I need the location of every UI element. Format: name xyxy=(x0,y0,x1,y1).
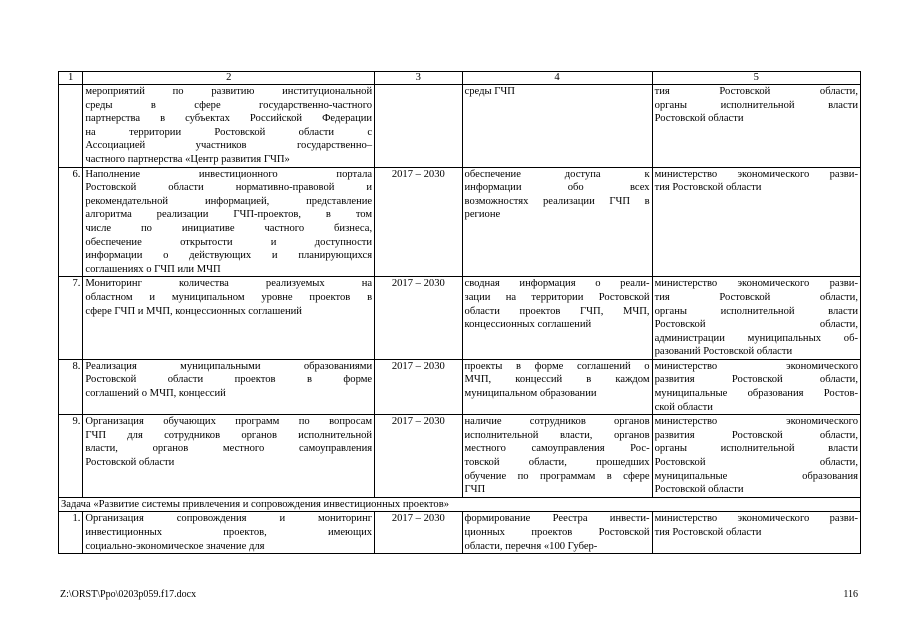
measure-text xyxy=(83,359,375,414)
measure-text-line: мероприятий по развитию институциональной xyxy=(85,86,373,97)
measure-text-line: Ростовской области xyxy=(85,457,175,469)
result-text-line: МЧП, концессий в каждом xyxy=(464,374,650,386)
result-text-line: муниципальном образовании xyxy=(464,388,597,400)
responsible-text xyxy=(652,167,860,277)
measure-text-line: власти, органов местного самоуправления xyxy=(85,443,373,455)
result-text xyxy=(462,277,652,360)
measure-text-line: алгоритма реализации ГЧП-проектов, в том xyxy=(85,209,373,221)
period: 2017 – 2030 xyxy=(375,359,462,414)
table-row xyxy=(59,277,861,360)
measure-text-line: областном и муниципальном уровне проектов в xyxy=(85,291,373,303)
header-col-2: 2 xyxy=(83,72,375,85)
responsible-text-line: министерство экономического xyxy=(654,416,858,428)
result-text-line: зации на территории Ростовской xyxy=(464,291,650,303)
period: 2017 – 2030 xyxy=(375,277,462,360)
header-col-5: 5 xyxy=(652,72,860,85)
result-text-line: области, перечня «100 Губер- xyxy=(464,540,598,552)
measures-table xyxy=(58,71,861,554)
result-text xyxy=(462,85,652,168)
responsible-text-line: Ростовской области, xyxy=(654,319,858,331)
period: 2017 – 2030 xyxy=(375,167,462,277)
responsible-text-line: развития Ростовской области, xyxy=(654,429,858,441)
responsible-text-line: министерство экономического разви- xyxy=(654,513,858,525)
row-number: 8. xyxy=(59,359,83,414)
responsible-text xyxy=(652,512,860,554)
result-text-line: среды ГЧП xyxy=(464,86,515,97)
result-text-line: возможностях реализации ГЧП в xyxy=(464,195,650,207)
measure-text xyxy=(83,512,375,554)
result-text-line: обучение по программам в сфере xyxy=(464,470,650,482)
responsible-text-line: Ростовской области xyxy=(654,484,744,496)
responsible-text xyxy=(652,85,860,168)
responsible-text-line: тия Ростовской области, xyxy=(654,291,858,303)
measure-text-line: рекомендательной информацией, представление xyxy=(85,195,373,207)
measure-text-line: обеспечение открытости и доступности xyxy=(85,236,373,248)
measure-text-line: соглашений о МЧП, концессий xyxy=(85,388,226,400)
result-text-line: исполнительной власти, органов xyxy=(464,429,650,441)
result-text-line: сводная информация о реали- xyxy=(464,278,650,290)
page-number: 116 xyxy=(843,589,858,600)
responsible-text-line: тия Ростовской области xyxy=(654,182,762,194)
measure-text-line: Ростовской области проектов в форме xyxy=(85,374,373,386)
result-text-line: формирование Реестра инвести- xyxy=(464,513,650,525)
result-text xyxy=(462,167,652,277)
period xyxy=(375,85,462,168)
row-number: 7. xyxy=(59,277,83,360)
measure-text-line: Реализация муниципальными образованиями xyxy=(85,360,373,372)
responsible-text-line: администрации муниципальных об- xyxy=(654,332,858,344)
measure-text-line: ГЧП для сотрудников органов исполнительной xyxy=(85,429,373,441)
responsible-text-line: ской области xyxy=(654,401,713,413)
row-number: 6. xyxy=(59,167,83,277)
table-row xyxy=(59,85,861,168)
result-text-line: ционных проектов Ростовской xyxy=(464,527,650,538)
task-heading: Задача «Развитие системы привлечения и сопровождения инвестиционных проектов» xyxy=(59,497,861,512)
measure-text-line: Организация сопровождения и мониторинг xyxy=(85,513,373,525)
measure-text xyxy=(83,167,375,277)
responsible-text-line: министерство экономического xyxy=(654,360,858,372)
header-col-3: 3 xyxy=(375,72,462,85)
responsible-text-line: органы исполнительной власти xyxy=(654,305,858,317)
table-row xyxy=(59,415,861,498)
table-body xyxy=(59,85,861,554)
header-row xyxy=(59,72,861,85)
table-row xyxy=(59,167,861,277)
measure-text xyxy=(83,85,375,168)
result-text-line: концессионных соглашений xyxy=(464,319,592,331)
period: 2017 – 2030 xyxy=(375,512,462,554)
responsible-text-line: министерство экономического разви- xyxy=(654,168,858,180)
measure-text-line: сфере ГЧП и МЧП, концессионных соглашений xyxy=(85,305,302,317)
responsible-text xyxy=(652,415,860,498)
result-text-line: товской области, прошедших xyxy=(464,457,650,469)
result-text-line: проекты в форме соглашений о xyxy=(464,360,650,372)
row-number xyxy=(59,85,83,168)
responsible-text-line: развития Ростовской области, xyxy=(654,374,858,386)
result-text-line: регионе xyxy=(464,209,501,221)
measure-text-line: на территории Ростовской области с xyxy=(85,126,373,138)
responsible-text-line: органы исполнительной власти xyxy=(654,99,858,111)
responsible-text-line: тия Ростовской области, xyxy=(654,86,858,97)
result-text xyxy=(462,512,652,554)
responsible-text-line: министерство экономического разви- xyxy=(654,278,858,290)
responsible-text-line: муниципальные образования xyxy=(654,470,858,482)
responsible-text-line: Ростовской области xyxy=(654,113,744,125)
measure-text-line: Мониторинг количества реализуемых на xyxy=(85,278,373,290)
header-col-1: 1 xyxy=(59,72,83,85)
result-text xyxy=(462,415,652,498)
result-text xyxy=(462,359,652,414)
period: 2017 – 2030 xyxy=(375,415,462,498)
responsible-text xyxy=(652,359,860,414)
responsible-text-line: муниципальные образования Ростов- xyxy=(654,388,858,400)
measure-text-line: частного партнерства «Центр развития ГЧП» xyxy=(85,153,290,165)
row-number: 1. xyxy=(59,512,83,554)
header-col-4: 4 xyxy=(462,72,652,85)
responsible-text xyxy=(652,277,860,360)
responsible-text-line: тия Ростовской области xyxy=(654,527,762,538)
file-path: Z:\ORST\Ppo\0203p059.f17.docx xyxy=(60,589,197,600)
result-text-line: области проектов ГЧП, МЧП, xyxy=(464,305,650,317)
table-row xyxy=(59,512,861,554)
measure-text-line: Ассоциацией участников государственно– xyxy=(85,140,373,152)
measure-text-line: информации о действующих и планирующихся xyxy=(85,250,373,262)
measure-text-line: Наполнение инвестиционного портала xyxy=(85,168,373,180)
measure-text-line: партнерства в субъектах Российской Федерации xyxy=(85,113,373,125)
measure-text-line: числе по инициативе частного бизнеса, xyxy=(85,222,373,234)
row-number: 9. xyxy=(59,415,83,498)
measure-text-line: Ростовской области нормативно-правовой и xyxy=(85,182,373,194)
task-heading-row xyxy=(59,497,861,512)
measure-text xyxy=(83,277,375,360)
result-text-line: наличие сотрудников органов xyxy=(464,416,650,428)
measure-text-line: инвестиционных проектов, имеющих xyxy=(85,527,373,538)
measure-text-line: социально-экономическое значение для xyxy=(85,540,265,552)
result-text-line: информации обо всех xyxy=(464,182,650,194)
responsible-text-line: разований Ростовской области xyxy=(654,346,793,358)
responsible-text-line: Ростовской области, xyxy=(654,457,858,469)
result-text-line: обеспечение доступа к xyxy=(464,168,650,180)
table-row xyxy=(59,359,861,414)
result-text-line: местного самоуправления Рос- xyxy=(464,443,650,455)
result-text-line: ГЧП xyxy=(464,484,486,496)
measure-text-line: Организация обучающих программ по вопросам xyxy=(85,416,373,428)
measure-text-line: среды в сфере государственно-частного xyxy=(85,99,373,111)
measure-text xyxy=(83,415,375,498)
responsible-text-line: органы исполнительной власти xyxy=(654,443,858,455)
measure-text-line: соглашениях о ГЧП или МЧП xyxy=(85,263,221,275)
